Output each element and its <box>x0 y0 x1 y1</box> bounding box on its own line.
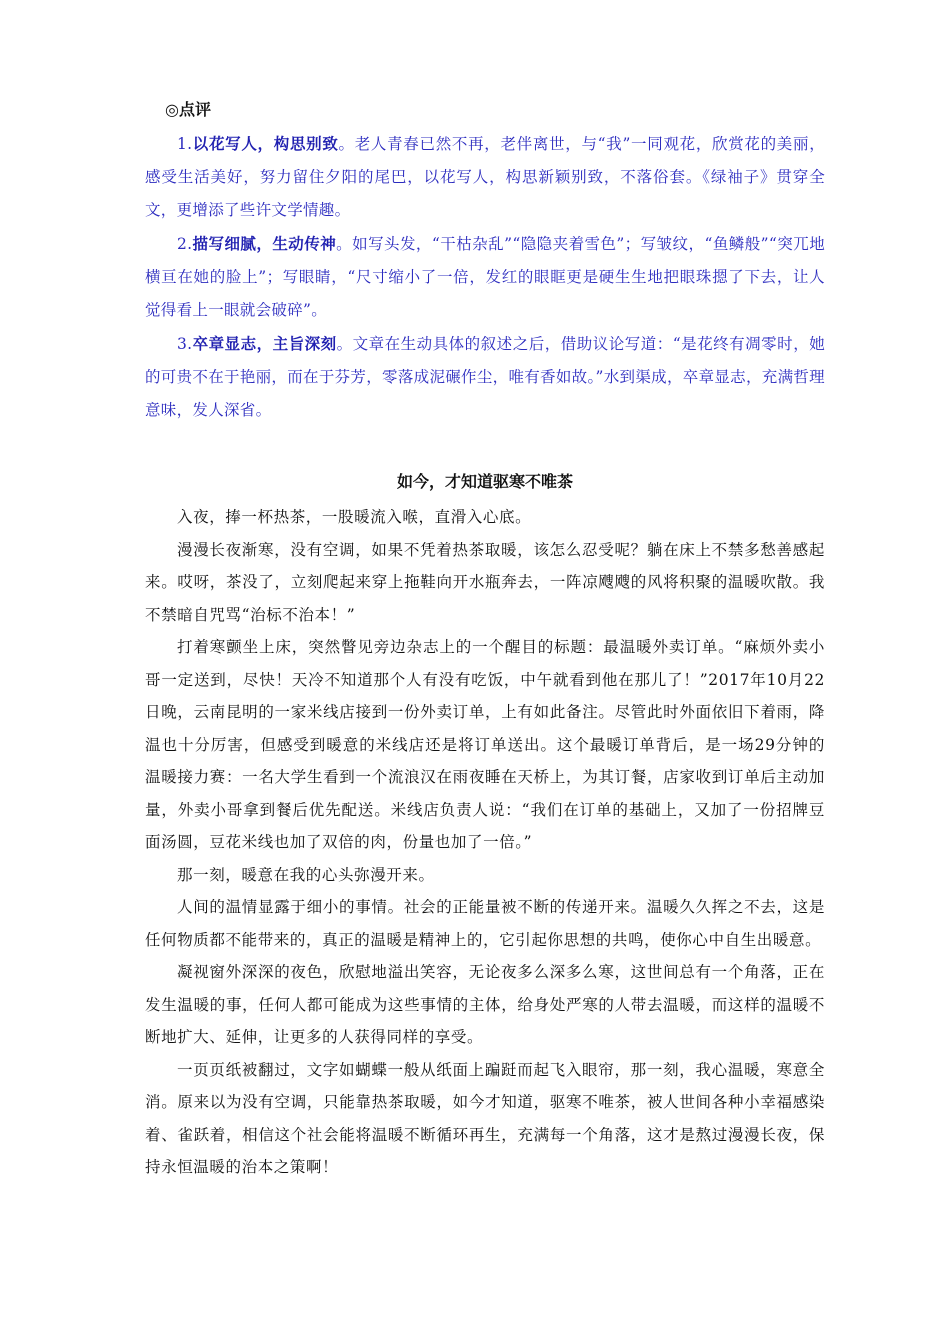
essay-paragraph-5: 人间的温情显露于细小的事情。社会的正能量被不断的传递开来。温暖久久挥之不去，这是任何物质都不能带来的，真正的温暖是精神上的，它引起你思想的共鸣，使你心中自生出暖意。 <box>145 898 825 949</box>
review-point-2-number: 2. <box>177 235 193 253</box>
essay-paragraph-4: 那一刻，暖意在我的心头弥漫开来。 <box>177 865 435 884</box>
review-point-2-lead: 描写细腻，生动传神 <box>192 234 337 253</box>
review-point-1 <box>145 127 825 227</box>
review-point-3-number: 3. <box>177 335 193 353</box>
review-point-2 <box>145 227 825 327</box>
essay-title: 如今，才知道驱寒不唯茶 <box>396 472 573 491</box>
essay-body <box>145 501 825 1184</box>
essay-paragraph-7: 一页页纸被翻过，文字如蝴蝶一般从纸面上蹁跹而起飞入眼帘，那一刻，我心温暖，寒意全消。原来以为没有空调，只能靠热茶取暖，如今才知道，驱寒不唯茶，被人世间各种小幸福感染着、雀跃着，相信这个社会能将温暖不断循环再生，充满每一个角落，这才是熬过漫漫长夜，保持永恒温暖的治本之策啊！ <box>145 1060 825 1176</box>
essay-paragraph-2: 漫漫长夜渐寒，没有空调，如果不凭着热茶取暖，该怎么忍受呢？躺在床上不禁多愁善感起来。哎呀，茶没了，立刻爬起来穿上拖鞋向开水瓶奔去，一阵凉飕飕的风将积聚的温暖吹散。我不禁暗自咒骂“治标不治本！” <box>145 540 825 624</box>
essay-paragraph-3: 打着寒颤坐上床，突然瞥见旁边杂志上的一个醒目的标题：最温暖外卖订单。“麻烦外卖小哥一定送到，尽快！天冷不知道那个人有没有吃饭，中午就看到他在那儿了！”2017年10月22日晚，云南昆明的一家米线店接到一份外卖订单，上有如此备注。尽管此时外面依旧下着雨，降温也十分厉害，但感受到暖意的米线店还是将订单送出。这个最暖订单背后，是一场29分钟的温暖接力赛：一名大学生看到一个流浪汉在雨夜睡在天桥上，为其订餐，店家收到订单后主动加量，外卖小哥拿到餐后优先配送。米线店负责人说：“我们在订单的基础上，又加了一份招牌豆面汤圆，豆花米线也加了双倍的肉，份量也加了一倍。” <box>145 638 825 851</box>
review-point-1-number: 1. <box>177 135 193 153</box>
review-point-3-lead: 卒章显志，主旨深刻 <box>192 334 337 353</box>
document-page <box>145 95 825 1184</box>
review-point-1-text: 。老人青春已然不再，老伴离世，与“我”一同观花，欣赏花的美丽，感受生活美好，努力留住夕阳的尾巴，以花写人，构思新颖别致，不落俗套。《绿袖子》贯穿全文，更增添了些许文学情趣。 <box>145 135 825 219</box>
review-point-3-text: 。文章在生动具体的叙述之后，借助议论写道：“是花终有凋零时，她的可贵不在于艳丽，而在于芬芳，零落成泥碾作尘，唯有香如故。”水到渠成，卒章显志，充满哲理意味，发人深省。 <box>145 335 825 419</box>
review-point-1-lead: 以花写人，构思别致 <box>192 134 339 153</box>
review-heading: ◎点评 <box>165 100 211 119</box>
essay-paragraph-6: 凝视窗外深深的夜色，欣慰地溢出笑容，无论夜多么深多么寒，这世间总有一个角落，正在发生温暖的事，任何人都可能成为这些事情的主体，给身处严寒的人带去温暖，而这样的温暖不断地扩大、延伸，让更多的人获得同样的享受。 <box>145 963 825 1046</box>
essay-paragraph-1: 入夜，捧一杯热茶，一股暖流入喉，直滑入心底。 <box>177 508 532 526</box>
review-point-3 <box>145 327 825 427</box>
review-point-2-text: 。如写头发，“干枯杂乱”“隐隐夹着雪色”；写皱纹，“鱼鳞般”“突兀地横亘在她的脸上”；写眼睛，“尺寸缩小了一倍，发红的眼眶更是硬生生地把眼珠摁了下去，让人觉得看上一眼就会破碎”。 <box>145 235 826 319</box>
